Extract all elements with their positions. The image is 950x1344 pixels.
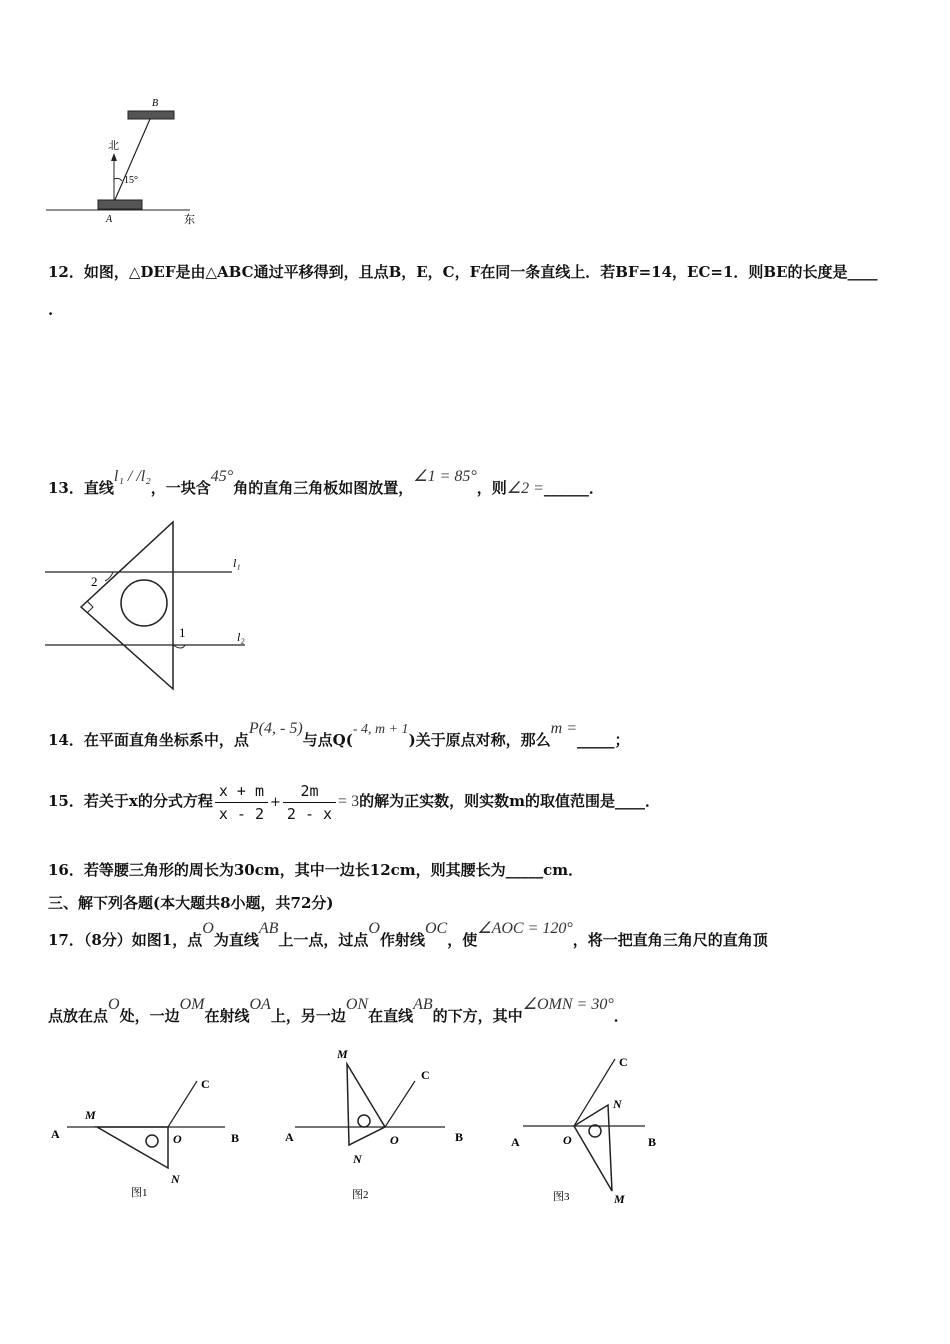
q15-f1-num: x + m: [215, 782, 268, 803]
label-o: O: [563, 1133, 572, 1147]
figure-17-3: [505, 1048, 680, 1208]
line-ab: [114, 119, 150, 202]
q15-fraction-1: [215, 782, 268, 823]
q17-math-ab: AB: [258, 920, 279, 937]
q17-math-o2: O: [368, 920, 380, 937]
q15-text-2: 的解为正实数，则实数m的取值范围是____．: [359, 792, 660, 810]
q14-text-4: _____；: [577, 731, 630, 749]
label-a: A: [285, 1130, 294, 1144]
q17-l2-text-2: 处，一边: [119, 1007, 180, 1025]
building-a: [98, 200, 142, 209]
set-square-hole: [121, 580, 167, 626]
q17-text-3: 上一点，过点: [278, 931, 369, 949]
q13-text-1: 13．直线: [48, 479, 114, 497]
q17-text-2: 为直线: [213, 931, 259, 949]
label-o: O: [173, 1132, 182, 1146]
triangle-hole: [358, 1115, 370, 1127]
q13-math-angle2: ∠2 =: [506, 480, 544, 497]
figure-17-1: [45, 1065, 250, 1210]
label-n: N: [353, 1152, 362, 1166]
q15-fraction-2: [283, 782, 336, 823]
label-m: M: [614, 1192, 625, 1206]
label-a: A: [51, 1127, 60, 1141]
caption: 图1: [131, 1187, 148, 1199]
q17-l2-text-7: ．: [613, 1007, 629, 1025]
bearing-figure: [40, 95, 210, 230]
north-label: 北: [108, 140, 119, 152]
q15-f1-den: x - 2: [218, 804, 264, 823]
label-c: C: [421, 1068, 430, 1082]
label-b: B: [455, 1130, 464, 1144]
label-m: M: [85, 1108, 96, 1122]
triangle-hole: [589, 1125, 601, 1137]
q17-text-4: 作射线: [379, 931, 425, 949]
triangle-omn: [97, 1127, 168, 1168]
q13-text-4: ，则: [476, 479, 507, 497]
ray-oc: [168, 1081, 197, 1127]
label-n: N: [613, 1097, 622, 1111]
right-angle-mark: [87, 601, 93, 613]
label-n: N: [171, 1172, 180, 1186]
q13-text-3: 角的直角三角板如图放置，: [233, 479, 414, 497]
q17-math-o1: O: [202, 920, 214, 937]
question-13: [48, 468, 604, 499]
label-a: A: [106, 214, 113, 225]
triangle-hole: [146, 1135, 158, 1147]
label-c: C: [201, 1077, 210, 1091]
triangle-figure-13: [45, 515, 260, 695]
q17-l2-math-om: OM: [179, 996, 205, 1013]
q13-text-2: ，一块含: [150, 479, 211, 497]
q17-l2-text-1: 点放在点: [48, 1007, 109, 1025]
triangle-omn: [574, 1105, 612, 1191]
q14-text-3: )关于原点对称，那么: [408, 731, 551, 749]
question-14: [48, 720, 630, 752]
label-b: B: [152, 98, 159, 109]
angle2-arc: [105, 572, 113, 581]
q13-math-45: 45°: [210, 468, 234, 485]
q17-text-5: ，使: [447, 931, 478, 949]
q14-math-m: m =: [550, 720, 578, 737]
q17-l2-math-omn: ∠OMN = 30°: [522, 996, 614, 1013]
q15-f2-den: 2 - x: [286, 804, 333, 823]
question-17-line-1: [48, 920, 768, 951]
angle-arc: [114, 178, 122, 181]
q14-math-p: P(4, - 5): [248, 720, 303, 737]
q15-text-1: 15．若关于x的分式方程: [48, 792, 213, 810]
label-l2: l₂: [237, 630, 245, 644]
triangle-omn: [347, 1064, 385, 1145]
angle-label: 15°: [124, 175, 138, 186]
q17-l2-math-o: O: [108, 996, 120, 1013]
question-17-line-2: [48, 996, 629, 1027]
label-a: A: [511, 1135, 520, 1149]
q17-l2-text-3: 在射线: [204, 1007, 250, 1025]
question-12: 12．如图，△DEF是由△ABC通过平移得到，且点B，E，C，F在同一条直线上．若BF=14，EC=1．则BE的长度是____: [48, 263, 878, 281]
label-o: O: [390, 1133, 399, 1147]
q17-math-aoc: ∠AOC = 120°: [477, 920, 573, 937]
section-3-heading: 三、解下列各题(本大题共8小题，共72分): [48, 894, 334, 912]
q13-text-5: ______．: [543, 479, 604, 497]
north-arrow: [111, 153, 117, 161]
q15-f2-num: 2m: [283, 782, 336, 803]
q17-text-6: ，将一把直角三角尺的直角顶: [572, 931, 768, 949]
figure-17-2: [280, 1045, 480, 1210]
label-b: B: [231, 1131, 240, 1145]
question-15: [48, 776, 660, 828]
q15-plus: +: [269, 795, 281, 810]
question-16: 16．若等腰三角形的周长为30cm，其中一边长12cm，则其腰长为_____cm．: [48, 861, 584, 879]
q14-math-q: - 4, m + 1: [352, 722, 409, 737]
q17-l2-text-5: 在直线: [368, 1007, 414, 1025]
q17-l2-math-on: ON: [345, 996, 369, 1013]
label-b: B: [648, 1135, 657, 1149]
q17-l2-text-4: 上，另一边: [270, 1007, 346, 1025]
caption: 图3: [553, 1191, 570, 1203]
question-12-tail: .: [48, 301, 54, 319]
label-l1: l₁: [233, 556, 241, 570]
q17-text-1: 17．（8分）如图1，点: [48, 931, 203, 949]
q14-text-1: 14．在平面直角坐标系中，点: [48, 731, 249, 749]
ray-oc: [385, 1081, 415, 1127]
east-label: 东: [184, 214, 195, 226]
q17-l2-math-oa: OA: [249, 996, 271, 1013]
q14-text-2: 与点Q(: [302, 731, 353, 749]
q17-l2-text-6: 的下方，其中: [432, 1007, 523, 1025]
building-b: [128, 111, 174, 119]
label-m: M: [337, 1047, 348, 1061]
q13-math-parallel: l₁ / /l₂: [113, 468, 151, 485]
caption: 图2: [352, 1189, 369, 1201]
angle2-label: 2: [91, 574, 98, 589]
angle1-label: 1: [179, 625, 186, 640]
set-square: [81, 522, 173, 689]
q17-l2-math-ab: AB: [413, 996, 433, 1013]
label-c: C: [619, 1055, 628, 1069]
q13-math-angle1: ∠1 = 85°: [413, 468, 477, 485]
q17-math-oc: OC: [424, 920, 448, 937]
q15-eq: = 3: [338, 793, 360, 810]
